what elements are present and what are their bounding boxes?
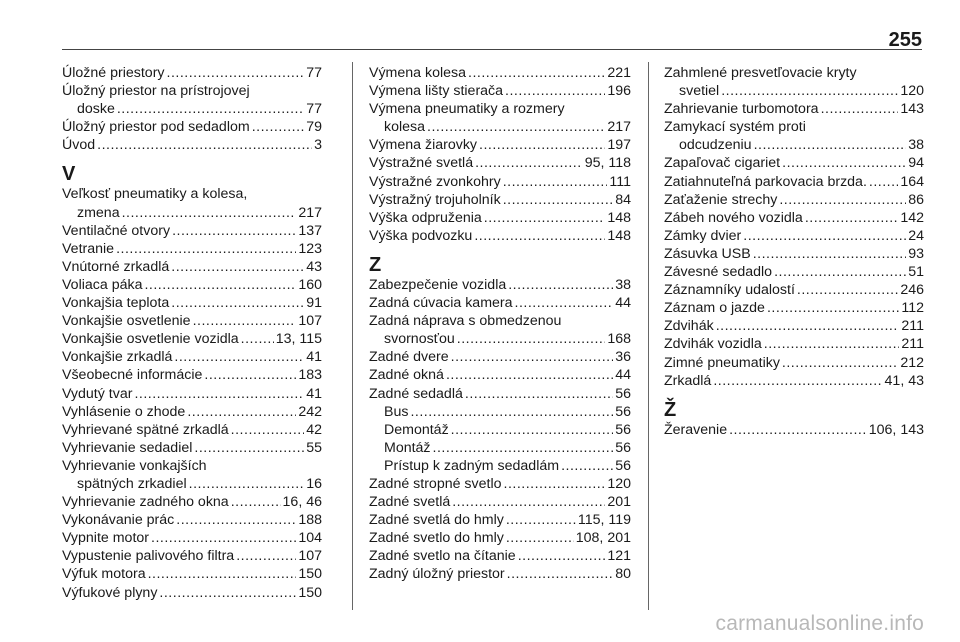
dot-leader (505, 82, 605, 100)
index-entry (664, 227, 924, 245)
index-entry-page: 137 (298, 222, 322, 239)
index-subentry (369, 457, 631, 475)
dot-leader (451, 348, 614, 366)
index-entry-label: Prístup k zadným sedadlám (384, 457, 560, 474)
index-subentry (369, 403, 631, 421)
header-rule (62, 49, 922, 50)
index-entry (62, 565, 322, 583)
index-entry-label: Všeobecné informácie (62, 367, 203, 384)
index-entry-page: 148 (607, 227, 631, 244)
dot-leader (151, 529, 296, 547)
index-entry-page: 44 (615, 295, 631, 312)
index-letter-heading: V (62, 163, 76, 186)
index-entry-label: Zadné svetlo do hmly (369, 530, 504, 547)
index-entry-page: 107 (298, 313, 322, 330)
index-entry (369, 191, 631, 209)
index-entry-page: 56 (615, 421, 631, 438)
dot-leader (506, 529, 574, 547)
dot-leader (204, 366, 296, 384)
dot-leader (97, 136, 312, 154)
dot-leader (507, 565, 614, 583)
index-entry-label: Zadný úložný priestor (369, 566, 505, 583)
index-entry (62, 529, 322, 547)
index-letter-heading: Z (369, 253, 382, 276)
index-entry (369, 294, 631, 312)
index-entry-page: 94 (908, 155, 924, 172)
index-entry-label-line: Výmena pneumatiky a rozmery (369, 101, 565, 118)
dot-leader (468, 64, 605, 82)
dot-leader (764, 335, 900, 353)
page-number: 255 (888, 29, 922, 51)
index-entry-page: 41 (306, 349, 322, 366)
dot-leader (451, 421, 614, 439)
index-entry-page: 43 (306, 258, 322, 275)
index-entry-label: Zadné svetlá (369, 494, 451, 511)
index-entry-label: Zaťaženie strechy (664, 191, 778, 208)
index-entry (62, 421, 322, 439)
index-entry-label: Úložný priestor pod sedadlom (62, 119, 250, 136)
index-entry-label-line: Úložný priestor na prístrojovej (62, 83, 250, 100)
dot-leader (503, 191, 614, 209)
index-entry-page: 79 (306, 119, 322, 136)
index-entry-label: Zadné dvere (369, 349, 449, 366)
dot-leader (479, 136, 605, 154)
index-entry-label: Výmena žiarovky (369, 137, 478, 154)
dot-leader (506, 511, 576, 529)
index-entry (664, 281, 924, 299)
index-entry-page: 106, 143 (868, 421, 924, 438)
index-entry-label: Vyhrievanie sedadiel (62, 439, 193, 456)
dot-leader (236, 547, 296, 565)
index-entry-label: Vydutý tvar (62, 385, 133, 402)
index-entry-label: Zimné pneumatiky (664, 354, 780, 371)
index-entry-page: 41 (306, 385, 322, 402)
index-entry-label-line: Zamykací systém proti (664, 119, 806, 136)
index-entry-label: Záznam o jazde (664, 300, 765, 317)
index-entry-page: 211 (901, 336, 924, 353)
dot-leader (171, 258, 304, 276)
index-entry-page: 108, 201 (575, 530, 631, 547)
index-entry-page: 36 (615, 349, 631, 366)
index-entry-label: Zadná cúvacia kamera (369, 295, 513, 312)
index-entry-label-line: Veľkosť pneumatiky a kolesa, (62, 186, 248, 203)
index-entry-label: spätných zrkadiel (77, 475, 187, 492)
index-entry (664, 335, 924, 353)
index-entry (369, 493, 631, 511)
index-entry-label: Výstražný trojuholník (369, 191, 501, 208)
index-entry (369, 366, 631, 384)
index-subentry (369, 330, 631, 348)
dot-leader (193, 312, 297, 330)
index-entry (62, 547, 322, 565)
dot-leader (515, 294, 614, 312)
column-divider-2 (648, 62, 649, 610)
dot-leader (231, 421, 305, 439)
index-entry-page: 38 (908, 137, 924, 154)
index-entry (62, 584, 322, 602)
dot-leader (729, 421, 867, 439)
index-entry (369, 154, 631, 172)
dot-leader (754, 136, 907, 154)
dot-leader (167, 64, 305, 82)
index-entry-page: 80 (615, 566, 631, 583)
index-entry-label: Zrkadlá (664, 372, 712, 389)
dot-leader (194, 439, 304, 457)
index-entry (664, 209, 924, 227)
index-subentry (664, 82, 924, 100)
dot-leader (782, 354, 898, 372)
index-entry-page: 56 (615, 385, 631, 402)
index-entry-page: 196 (607, 83, 631, 100)
dot-leader (144, 276, 296, 294)
index-column-3 (664, 64, 924, 439)
dot-leader (117, 100, 304, 118)
index-entry (369, 136, 631, 154)
index-entry-label: Úvod (62, 137, 96, 154)
index-entry-label: Úložné priestory (62, 65, 165, 81)
index-entry (664, 372, 924, 390)
index-entry (62, 118, 322, 136)
dot-leader (427, 118, 605, 136)
dot-leader (176, 511, 296, 529)
index-entry-label: Vonkajšie osvetlenie vozidla (62, 331, 239, 348)
index-entry (62, 64, 322, 82)
index-entry-label: Výška podvozku (369, 227, 473, 244)
index-entry-page: 246 (900, 282, 924, 299)
index-entry-label: Vnútorné zrkadlá (62, 258, 170, 275)
dot-leader (716, 317, 900, 335)
index-entry-page: 93 (908, 245, 924, 262)
dot-leader (174, 348, 304, 366)
index-entry (369, 385, 631, 403)
dot-leader (504, 475, 606, 493)
index-subentry (62, 475, 322, 493)
index-entry-page: 16 (306, 475, 322, 492)
index-entry-label: Zábeh nového vozidla (664, 209, 803, 226)
dot-leader (721, 82, 898, 100)
index-entry-label: svornosťou (384, 331, 455, 348)
dot-leader (782, 154, 906, 172)
index-entry (62, 439, 322, 457)
index-entry-page: 164 (900, 173, 924, 190)
dot-leader (410, 403, 613, 421)
index-entry-label: Vykonávanie prác (62, 512, 175, 529)
dot-leader (159, 584, 296, 602)
index-entry-page: 150 (298, 566, 322, 583)
index-entry-page: 211 (901, 318, 924, 335)
index-entry-label: Zadné svetlá do hmly (369, 512, 504, 529)
index-entry (664, 317, 924, 335)
index-entry (62, 403, 322, 421)
index-entry-label: Zadné svetlo na čítanie (369, 548, 516, 565)
index-subentry (369, 439, 631, 457)
index-entry-label: zmena (77, 204, 120, 221)
index-entry-page: 84 (615, 191, 631, 208)
dot-leader (713, 372, 882, 390)
dot-leader (508, 276, 613, 294)
index-entry-label: svetiel (679, 83, 720, 100)
index-entry-label: Zadné sedadlá (369, 385, 463, 402)
index-entry-page: 91 (306, 295, 322, 312)
index-entry-page: 160 (298, 276, 322, 293)
dot-leader (171, 294, 304, 312)
index-entry-page: 41, 43 (884, 372, 924, 389)
index-entry-page: 217 (607, 119, 631, 136)
dot-leader (474, 227, 605, 245)
index-entry-label: Montáž (384, 439, 431, 456)
dot-leader (172, 222, 296, 240)
index-entry-page: 201 (607, 494, 631, 511)
index-entry-page: 212 (900, 354, 924, 371)
index-entry-label: Zabezpečenie vozidla (369, 276, 507, 293)
index-entry-label: Výfuk motora (62, 566, 146, 583)
index-entry-page: 44 (615, 367, 631, 384)
dot-leader (869, 173, 898, 191)
index-entry-label: Vyhlásenie o zhode (62, 403, 186, 420)
dot-leader (774, 263, 906, 281)
index-entry-page: 86 (908, 191, 924, 208)
dot-leader (122, 204, 297, 222)
index-entry-page: 16, 46 (282, 494, 322, 511)
dot-leader (116, 240, 296, 258)
index-entry-label: Zásuvka USB (664, 245, 751, 262)
index-entry (369, 64, 631, 82)
index-entry-label: Zámky dvier (664, 227, 742, 244)
index-subentry (664, 136, 924, 154)
index-entry (369, 529, 631, 547)
index-entry (62, 276, 322, 294)
index-entry-label: Výmena kolesa (369, 65, 466, 81)
index-entry-label: Žeravenie (664, 421, 728, 438)
index-entry (664, 245, 924, 263)
dot-leader (743, 227, 906, 245)
index-entry-page: 3 (314, 137, 322, 154)
index-entry (664, 421, 924, 439)
index-entry-page: 95, 118 (584, 155, 631, 172)
index-entry-label: Zdvihák vozidla (664, 336, 762, 353)
index-entry-page: 56 (615, 457, 631, 474)
index-entry-page: 120 (900, 83, 924, 100)
dot-leader (148, 565, 297, 583)
index-entry-page: 112 (901, 300, 924, 317)
index-entry (369, 173, 631, 191)
dot-leader (241, 330, 274, 348)
index-entry (369, 565, 631, 583)
index-entry (369, 227, 631, 245)
column-divider-1 (352, 62, 353, 610)
index-entry-page: 77 (306, 101, 322, 118)
dot-leader (433, 439, 614, 457)
index-entry-label-line: Vyhrievanie vonkajších (62, 457, 207, 474)
index-entry-label: Záznamníky udalostí (664, 282, 795, 299)
index-subentry (62, 204, 322, 222)
index-entry-page: 38 (615, 276, 631, 293)
index-entry (62, 294, 322, 312)
dot-leader (767, 299, 899, 317)
index-entry-label: Vetranie (62, 240, 115, 257)
dot-leader (484, 209, 606, 227)
index-entry-label: Zdvihák (664, 318, 714, 335)
dot-leader (189, 475, 305, 493)
index-entry-page: 24 (908, 227, 924, 244)
index-entry-page: 42 (306, 421, 322, 438)
index-entry (369, 276, 631, 294)
index-subentry (369, 118, 631, 136)
watermark: carmanualsonline.info (715, 612, 924, 635)
index-letter-heading: Ž (664, 398, 677, 421)
dot-leader (446, 366, 613, 384)
index-entry-page: 150 (298, 584, 322, 601)
index-entry-label: Výstražné svetlá (369, 155, 474, 172)
index-entry-label: Vyhrievanie zadného okna (62, 494, 229, 511)
index-subentry (62, 100, 322, 118)
index-entry-page: 221 (607, 65, 631, 81)
index-entry (62, 330, 322, 348)
index-entry-page: 142 (900, 209, 924, 226)
index-column-1 (62, 64, 322, 602)
index-entry-label: Zahrievanie turbomotora (664, 101, 819, 118)
dot-leader (465, 385, 613, 403)
dot-leader (134, 385, 304, 403)
index-entry-page: 183 (298, 367, 322, 384)
index-entry-label: Závesné sedadlo (664, 264, 773, 281)
index-entry (664, 100, 924, 118)
index-entry-page: 217 (298, 204, 322, 221)
index-entry (664, 263, 924, 281)
index-entry (62, 312, 322, 330)
index-entry-page: 107 (298, 548, 322, 565)
index-entry-page: 143 (900, 101, 924, 118)
dot-leader (503, 173, 608, 191)
dot-leader (805, 209, 899, 227)
dot-leader (518, 547, 606, 565)
index-entry (62, 366, 322, 384)
index-entry-page: 123 (298, 240, 322, 257)
index-entry-page: 120 (607, 475, 631, 492)
index-entry (62, 493, 322, 511)
index-entry-page: 56 (615, 439, 631, 456)
index-entry-label: Výmena lišty stierača (369, 83, 504, 100)
index-entry-label: Vonkajšia teplota (62, 295, 170, 312)
index-entry (369, 82, 631, 100)
index-entry-page: 104 (298, 530, 322, 547)
dot-leader (821, 100, 899, 118)
index-entry-label: Výfukové plyny (62, 584, 158, 601)
index-entry-label: Vypustenie palivového filtra (62, 548, 235, 565)
index-entry-label-line: Zadná náprava s obmedzenou (369, 313, 562, 330)
index-entry-page: 55 (306, 439, 322, 456)
dot-leader (561, 457, 613, 475)
index-entry-page: 77 (306, 65, 322, 81)
index-entry (62, 348, 322, 366)
dot-leader (779, 191, 906, 209)
index-column-2 (369, 64, 631, 584)
index-entry-page: 13, 115 (275, 331, 322, 348)
index-entry-page: 115, 119 (577, 512, 631, 529)
index-entry (369, 511, 631, 529)
index-entry (664, 299, 924, 317)
index-entry-label: Demontáž (384, 421, 449, 438)
index-subentry (369, 421, 631, 439)
index-entry-label: Bus (384, 403, 409, 420)
index-entry-page: 197 (607, 137, 631, 154)
index-entry-label: Vonkajšie osvetlenie (62, 313, 191, 330)
index-entry (62, 136, 322, 154)
index-entry-label: kolesa (384, 119, 426, 136)
index-entry (369, 547, 631, 565)
index-entry-page: 56 (615, 403, 631, 420)
index-entry (62, 258, 322, 276)
index-entry-label: Vypnite motor (62, 530, 150, 547)
dot-leader (797, 281, 898, 299)
index-entry (62, 385, 322, 403)
index-entry-label: Výstražné zvonkohry (369, 173, 501, 190)
dot-leader (452, 493, 605, 511)
index-entry-label-line: Zahmlené presvetľovacie kryty (664, 65, 857, 81)
index-entry-page: 51 (908, 264, 924, 281)
index-entry-label: Výška odpruženia (369, 209, 482, 226)
dot-leader (753, 245, 906, 263)
index-entry (62, 511, 322, 529)
index-entry (369, 209, 631, 227)
index-entry-page: 111 (609, 173, 631, 190)
index-entry-label: Zadné okná (369, 367, 444, 384)
index-entry-label: Zadné stropné svetlo (369, 475, 502, 492)
index-entry-label: Zapaľovač cigariet (664, 155, 781, 172)
index-entry-page: 242 (298, 403, 322, 420)
index-entry-page: 121 (607, 548, 631, 565)
index-entry-page: 188 (298, 512, 322, 529)
index-entry (369, 475, 631, 493)
index-entry (369, 348, 631, 366)
index-entry (664, 191, 924, 209)
index-entry-page: 168 (607, 331, 631, 348)
index-entry-label: odcudzeniu (679, 137, 752, 154)
dot-leader (187, 403, 296, 421)
index-entry (62, 222, 322, 240)
index-entry (664, 354, 924, 372)
dot-leader (475, 154, 583, 172)
index-entry-label: Vonkajšie zrkadlá (62, 349, 173, 366)
dot-leader (231, 493, 281, 511)
index-entry-page: 148 (607, 209, 631, 226)
index-entry (62, 240, 322, 258)
index-entry-label: Voliaca páka (62, 276, 143, 293)
index-entry (664, 173, 924, 191)
index-entry (664, 154, 924, 172)
dot-leader (252, 118, 305, 136)
index-entry-label: Zatiahnuteľná parkovacia brzda. (664, 173, 867, 190)
index-entry-label: doske (77, 101, 115, 118)
dot-leader (457, 330, 606, 348)
index-entry-label: Ventilačné otvory (62, 222, 171, 239)
index-entry-label: Vyhrievané spätné zrkadlá (62, 421, 229, 438)
